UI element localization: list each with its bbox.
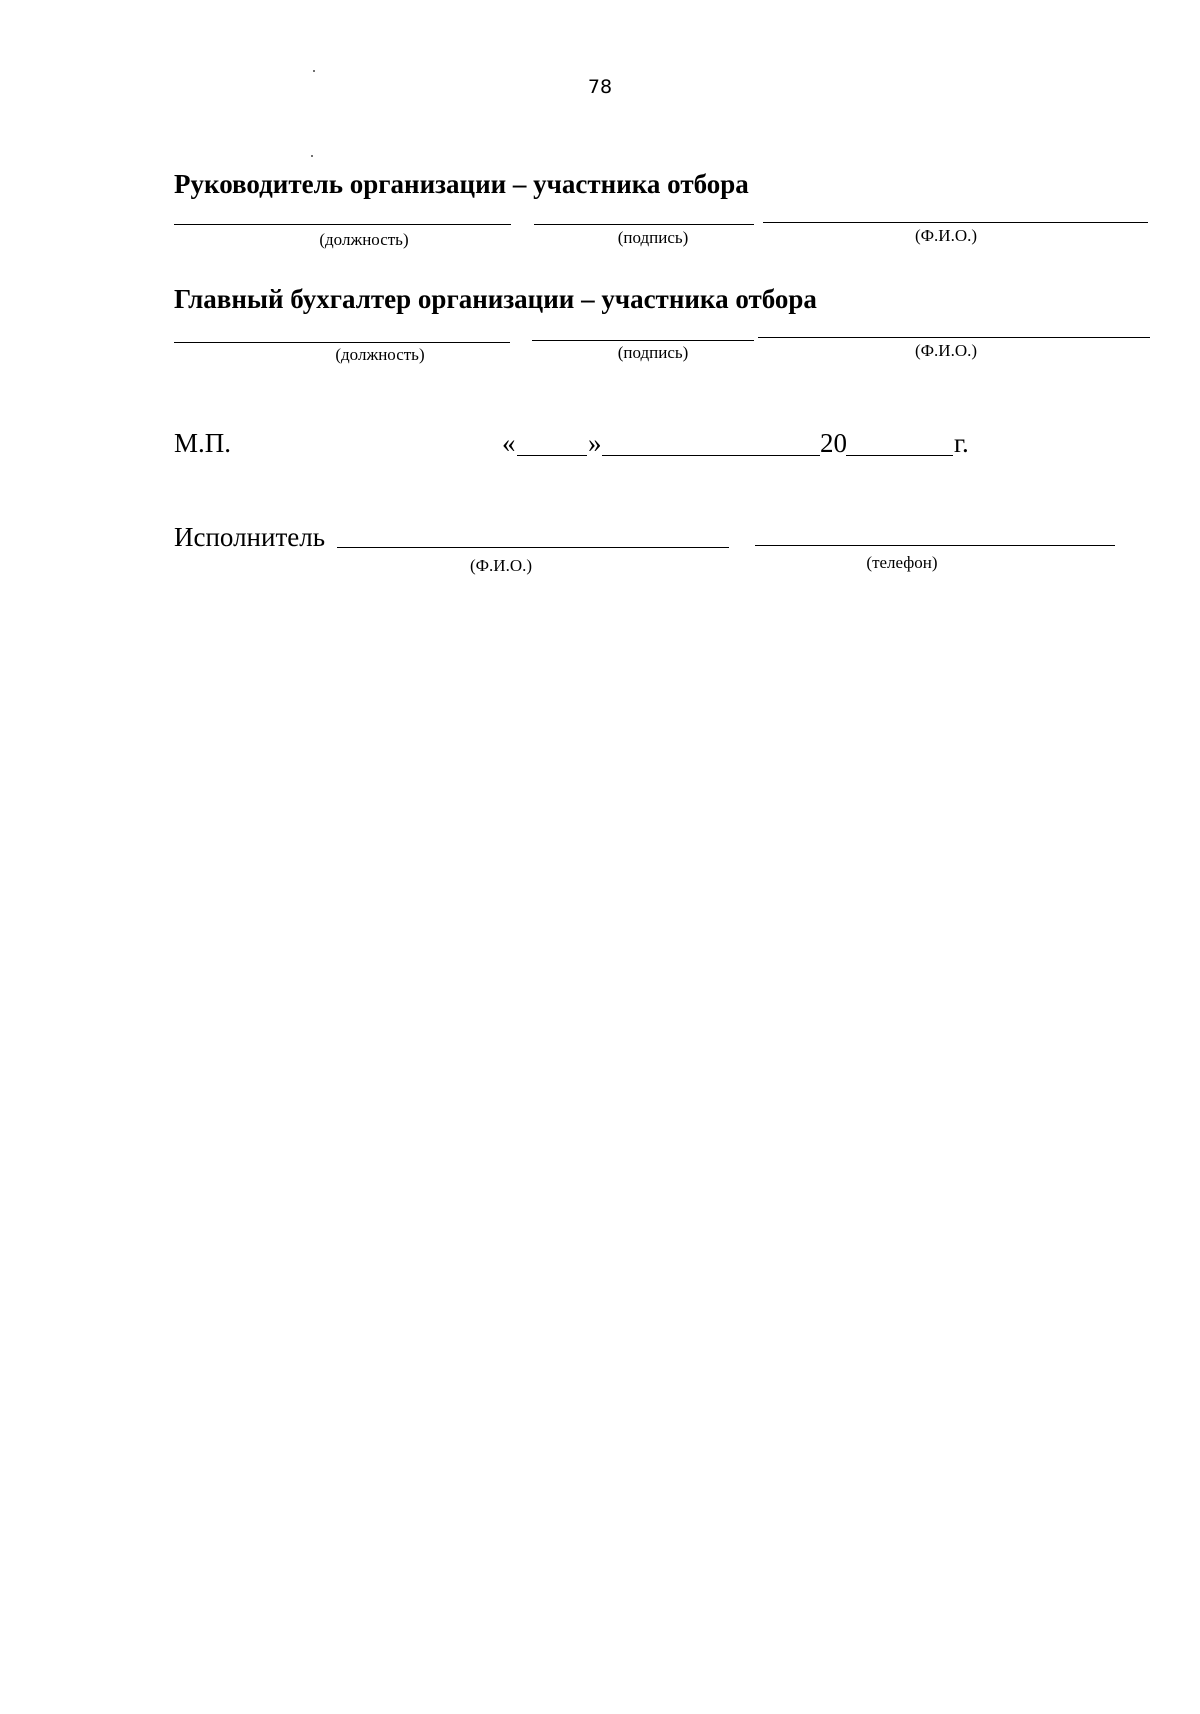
accountant-signature-line[interactable] [532, 340, 754, 341]
accountant-position-caption: (должность) [335, 345, 425, 364]
date-day-line[interactable] [517, 455, 587, 456]
executor-phone-line[interactable] [755, 545, 1115, 546]
page-number: 78 [587, 76, 613, 98]
scan-speck [311, 155, 313, 157]
accountant-signature-caption: (подпись) [617, 343, 689, 362]
executor-label: Исполнитель [174, 522, 326, 552]
executor-full-name-caption: (Ф.И.О.) [469, 556, 533, 575]
head-signature-heading: Руководитель организации – участника отбора [174, 169, 749, 199]
date-close-quote: » [588, 428, 602, 458]
accountant-full-name-line[interactable] [758, 337, 1150, 338]
head-signature-line[interactable] [534, 224, 754, 225]
date-year-prefix: 20 [820, 428, 847, 458]
head-signature-caption: (подпись) [617, 228, 689, 247]
head-position-line[interactable] [174, 224, 511, 225]
date-year-suffix: г. [954, 428, 969, 458]
date-open-quote: « [502, 428, 516, 458]
head-full-name-caption: (Ф.И.О.) [914, 226, 978, 245]
date-month-line[interactable] [602, 455, 820, 456]
executor-phone-caption: (телефон) [866, 553, 938, 572]
date-year-line[interactable] [846, 455, 953, 456]
executor-full-name-line[interactable] [337, 547, 729, 548]
stamp-label: М.П. [174, 428, 232, 458]
accountant-position-line[interactable] [174, 342, 510, 343]
head-full-name-line[interactable] [763, 222, 1148, 223]
accountant-full-name-caption: (Ф.И.О.) [914, 341, 978, 360]
accountant-signature-heading: Главный бухгалтер организации – участника отбора [174, 284, 817, 314]
head-position-caption: (должность) [319, 230, 409, 249]
scan-speck [313, 70, 315, 72]
